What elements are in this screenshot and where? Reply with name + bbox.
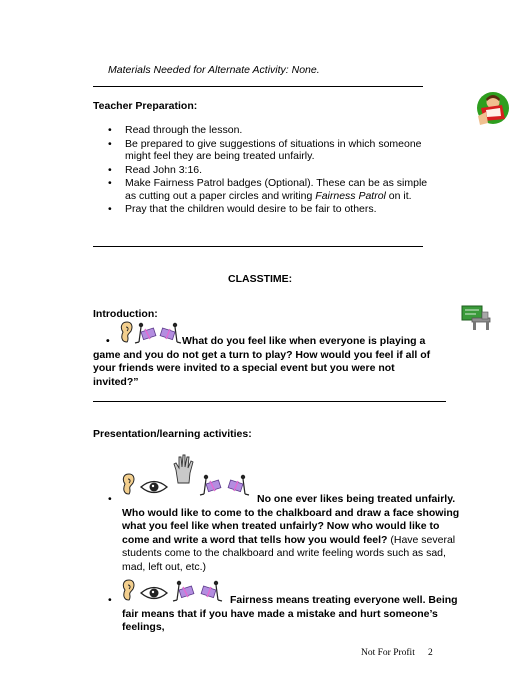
prep-item-text: Read through the lesson. [125,124,243,136]
fairness-patrol-text: Fairness Patrol [315,189,386,202]
prep-item [108,138,428,163]
classtime-heading: CLASSTIME: [228,273,293,285]
presentation-item-1 [122,493,460,574]
prep-item-text: Be prepared to give suggestions of situations in which someone might feel they are being treated unfairly. [125,137,422,162]
teacher-desk-icon [460,302,494,335]
materials-needed: Materials Needed for Alternate Activity: None. [108,64,320,76]
hand-icon [172,454,196,487]
presentation-item2-text: Fairness means treating everyone well. Being fair means that if you have made a mistake and hurt someone’s feelings, [122,594,458,633]
teacher-prep-list [108,124,428,217]
divider [93,246,423,247]
prep-item [108,124,428,137]
prep-item-text: Read John 3:16. [125,163,203,176]
presentation-item-2 [122,594,467,635]
walking-gift-icon [134,322,158,349]
prep-item [108,177,428,202]
prep-item [108,164,428,177]
introduction-paragraph [93,320,438,389]
presentation-item1-bold: No one ever likes being treated unfairly. Who would like to come to the chalkboard and draw a face showing what you feel like when treated unfairly? Now who would like to come and write a word that tells how you would feel? [122,493,460,546]
ear-icon [118,320,134,349]
bullet: • [108,493,112,505]
walking-gift-icon [158,322,182,349]
prep-item-text: Pray that the children would desire to be fair to others. [125,203,377,215]
introduction-heading: Introduction: [93,308,158,320]
divider [93,401,446,402]
presentation-item1-note: (Have several students come to the chalkboard and write feeling words such as sad, mad, left out, etc.) [122,533,456,573]
bullet: • [106,335,110,347]
reading-person-icon [474,90,510,131]
introduction-text: What do you feel like when everyone is playing a game and you do not get a turn to play? How would you feel if all of your friends were invited to a special event but you were not invited?” [93,335,431,388]
prep-item-text: Make Fairness Patrol badges (Optional). These can be as simple as cutting out a paper circles and writing [125,177,428,202]
prep-item [108,203,428,216]
bullet: • [108,594,112,606]
presentation-heading: Presentation/learning activities: [93,428,252,440]
divider [93,86,423,87]
teacher-prep-heading: Teacher Preparation: [93,100,198,112]
footer-not-for-profit: Not For Profit [361,648,415,658]
prep-item-text: on it. [385,189,412,202]
page-number: 2 [428,648,433,658]
